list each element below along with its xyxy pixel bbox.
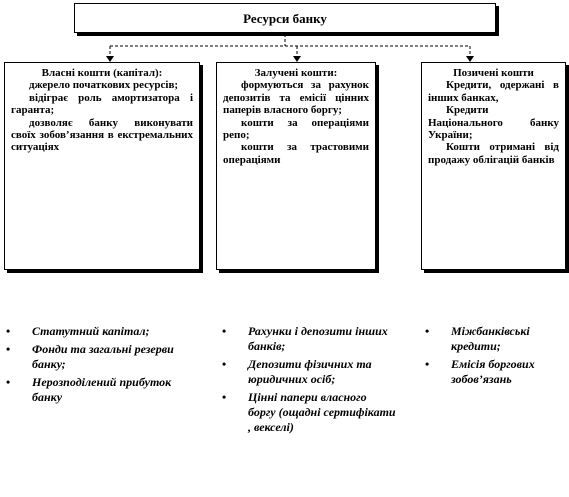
list-item: • Фонди та загальні резерви банку; (6, 342, 174, 371)
borrowed-funds-line: Кредити Національного банку України; (428, 104, 559, 142)
list-item: • Рахунки і депозити інших банків; (222, 324, 388, 353)
own-funds-heading: Власні кошти (капітал): (41, 67, 163, 79)
bullet-icon: • (6, 324, 11, 338)
borrowed-funds-bullets (425, 324, 565, 390)
own-funds-box (4, 62, 200, 270)
own-funds-line: джерело початкових ресурсів; (29, 79, 179, 92)
own-funds-bullets (6, 324, 176, 408)
borrowed-funds-line: Кошти отримані від продажу облігацій банків (428, 141, 559, 166)
bullet-icon: • (6, 375, 11, 389)
list-item: • Емісія боргових зобов’язань (425, 357, 535, 386)
attracted-funds-bullets (222, 324, 397, 438)
bullet-icon: • (425, 324, 430, 338)
list-item: • Статутний капітал; (6, 324, 150, 338)
diagram-title: Ресурси банку (74, 3, 496, 33)
attracted-funds-line: кошти за трастовими операціями (223, 141, 369, 166)
list-item: • Цінні папери власного боргу (ощадні сертифікати , векселі) (222, 390, 396, 434)
attracted-funds-heading: Залучені кошти: (254, 67, 338, 79)
bullet-icon: • (222, 357, 227, 371)
own-funds-line: відіграє роль амортизатора і гаранта; (11, 91, 193, 117)
own-funds-line: дозволяє банку виконувати своїх зобов’язання в екстремальних ситуаціях (11, 116, 193, 154)
bullet-icon: • (222, 324, 227, 338)
list-item: • Міжбанківські кредити; (425, 324, 530, 353)
attracted-funds-box (216, 62, 376, 270)
borrowed-funds-line: Кредити, одержані в інших банках, (428, 79, 559, 104)
borrowed-funds-box (421, 62, 566, 270)
bullet-icon: • (425, 357, 430, 371)
bullet-icon: • (222, 390, 227, 404)
list-item: • Нерозподілений прибуток банку (6, 375, 172, 404)
list-item: • Депозити фізичних та юридичних осіб; (222, 357, 372, 386)
attracted-funds-line: формуються за рахунок депозитів та емісії цінних паперів власного боргу; (223, 79, 369, 117)
bullet-icon: • (6, 342, 11, 356)
borrowed-funds-heading: Позичені кошти (453, 67, 534, 79)
attracted-funds-line: кошти за операціями репо; (223, 116, 369, 142)
